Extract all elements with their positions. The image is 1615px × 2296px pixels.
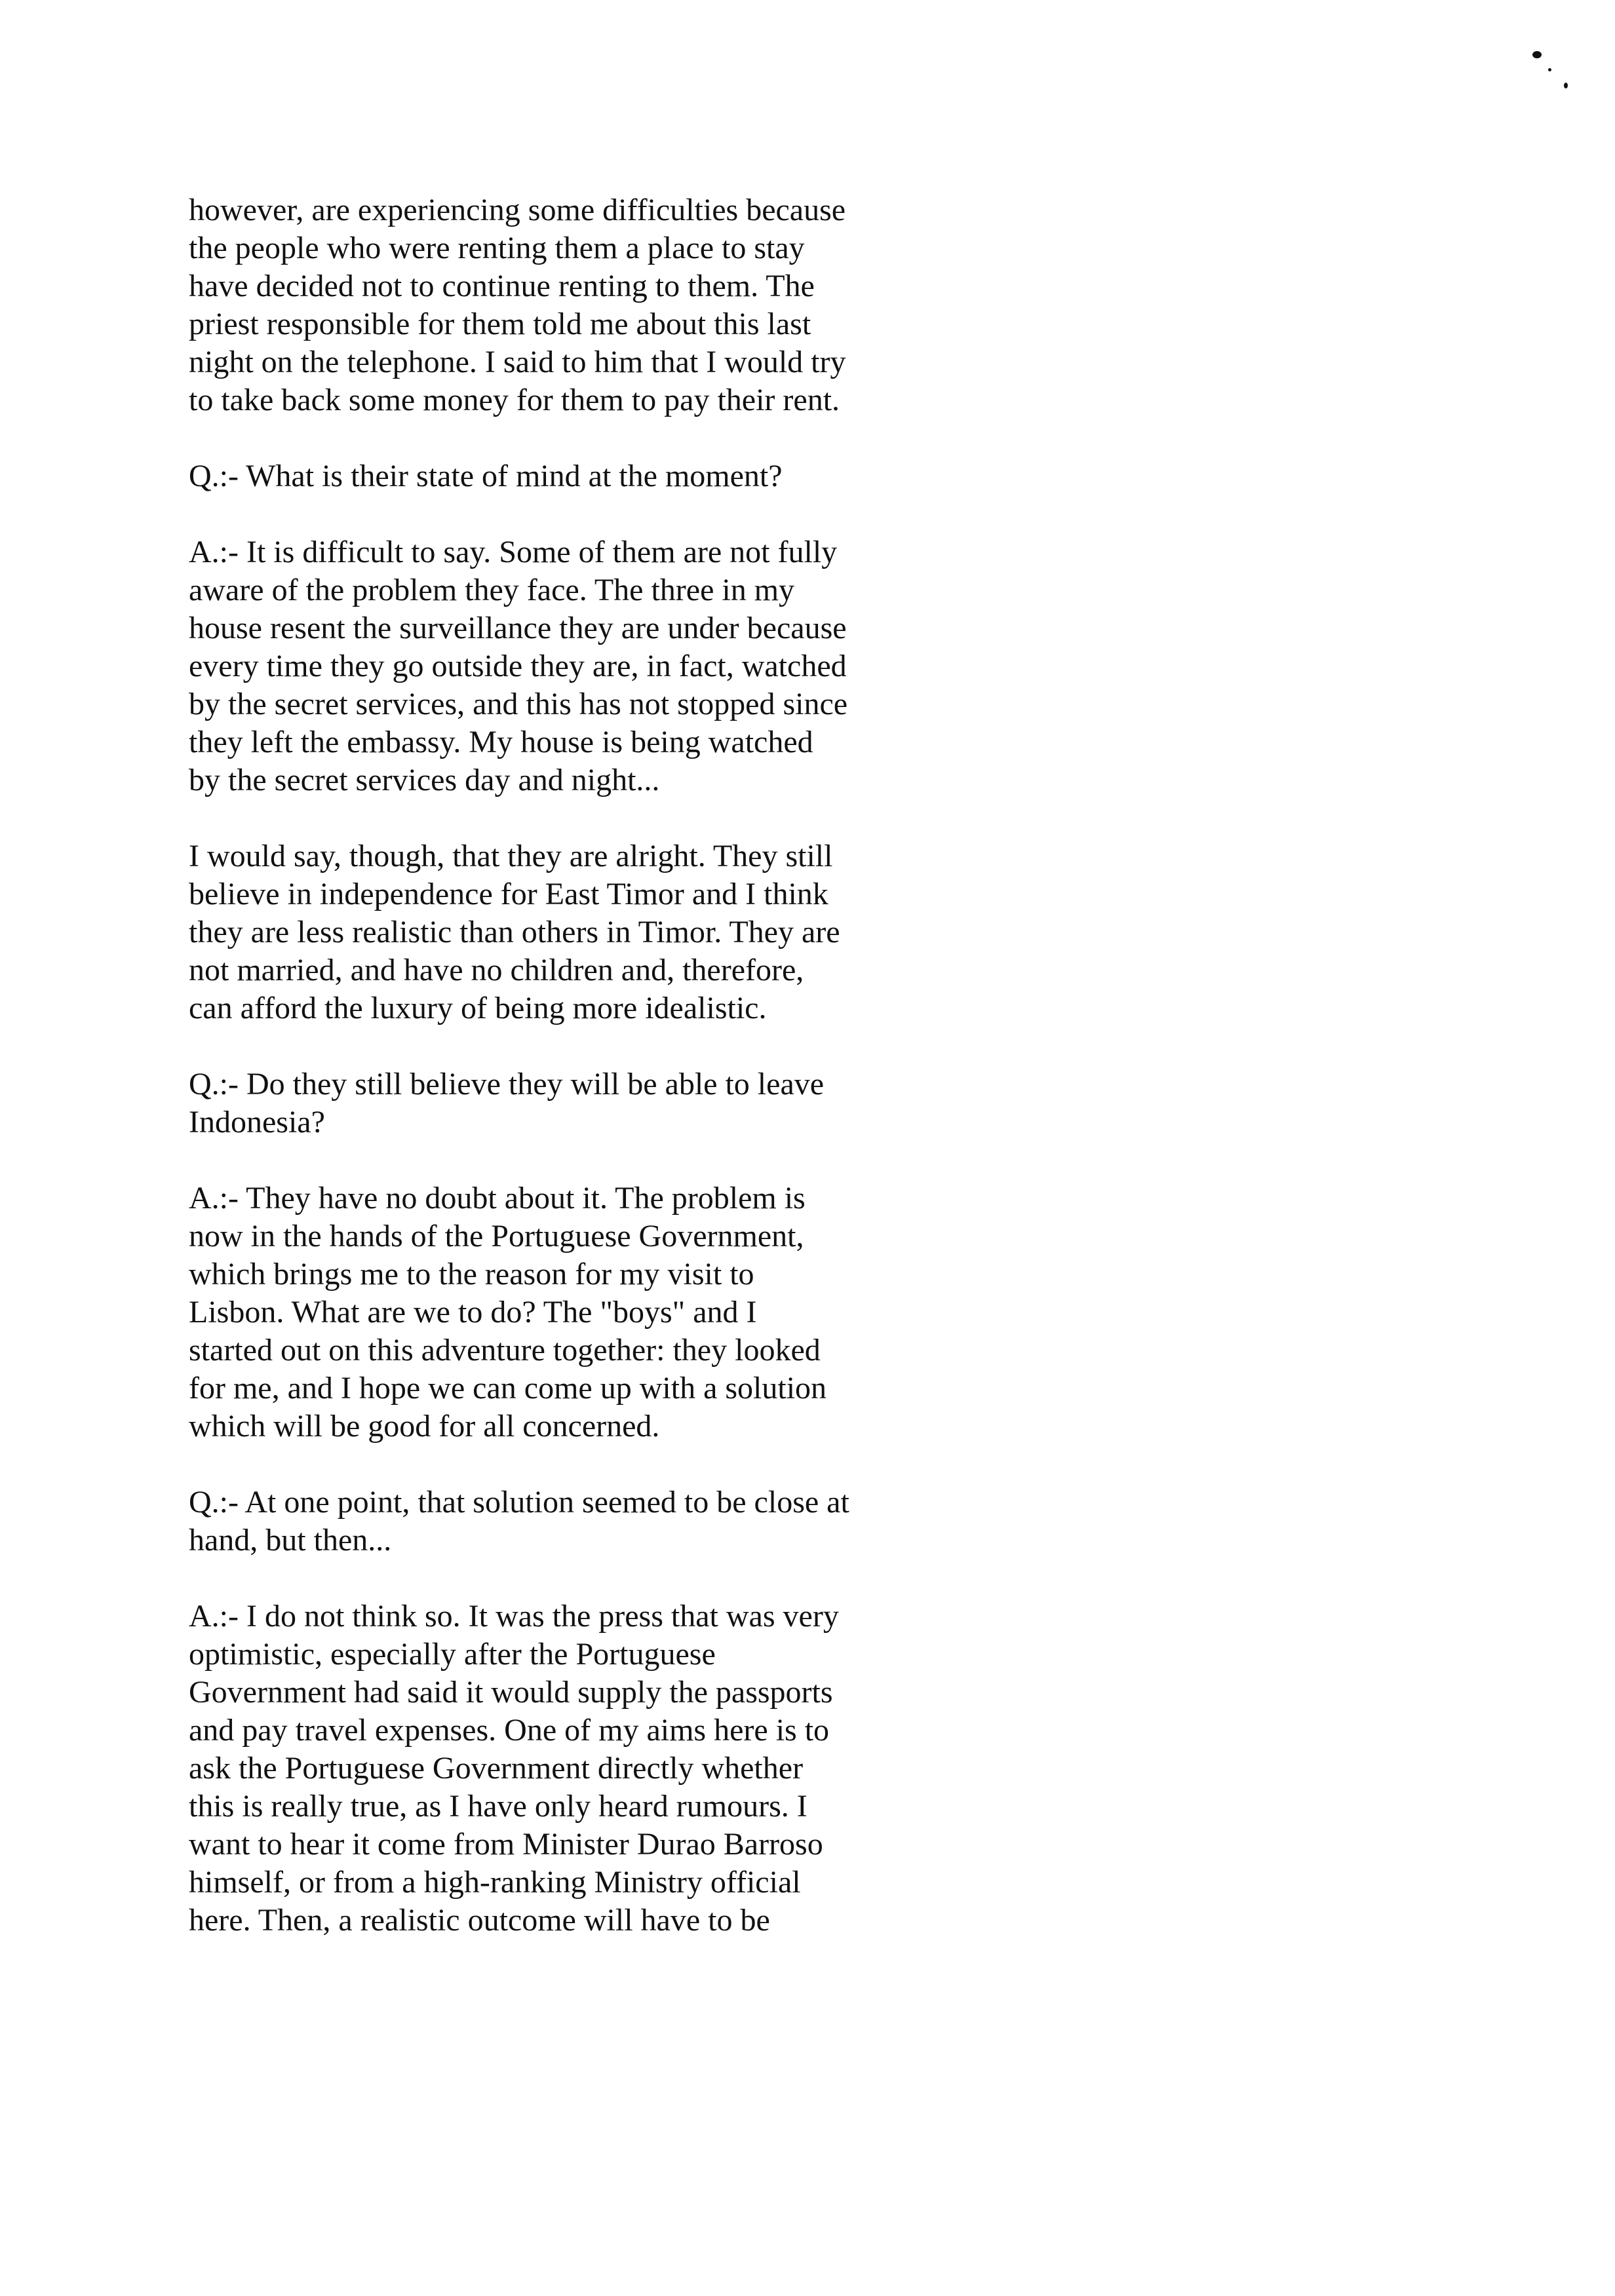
text-line: I would say, though, that they are alright. They still [189, 839, 833, 873]
text-line: house resent the surveillance they are under because [189, 611, 847, 645]
text-line: Q.:- At one point, that solution seemed to be close at [189, 1485, 849, 1520]
text-line: night on the telephone. I said to him that I would try [189, 345, 846, 379]
question-paragraph [189, 1483, 1041, 1559]
text-line: Government had said it would supply the passports [189, 1675, 833, 1710]
text-line: which will be good for all concerned. [189, 1409, 660, 1444]
text-line: started out on this adventure together: they looked [189, 1333, 821, 1368]
document-body [189, 191, 1041, 1978]
answer-paragraph [189, 1598, 1041, 1940]
text-line: hand, but then... [189, 1523, 392, 1558]
text-line: himself, or from a high-ranking Ministry official [189, 1865, 801, 1900]
text-line: A.:- They have no doubt about it. The problem is [189, 1181, 806, 1215]
text-line: want to hear it come from Minister Durao Barroso [189, 1827, 823, 1862]
text-line: which brings me to the reason for my visit to [189, 1257, 754, 1292]
paragraph [189, 837, 1041, 1027]
text-line: however, are experiencing some difficulties because [189, 193, 846, 227]
text-line: by the secret services day and night... [189, 763, 660, 797]
text-line: here. Then, a realistic outcome will have to be [189, 1903, 770, 1938]
text-line: can afford the luxury of being more idealistic. [189, 991, 767, 1025]
text-line: optimistic, especially after the Portuguese [189, 1637, 716, 1672]
text-line: Indonesia? [189, 1105, 325, 1139]
text-line: to take back some money for them to pay their rent. [189, 383, 840, 417]
text-line: by the secret services, and this has not stopped since [189, 687, 848, 721]
question-paragraph [189, 1065, 1041, 1141]
text-line: every time they go outside they are, in fact, watched [189, 649, 847, 683]
text-line: believe in independence for East Timor and I think [189, 877, 828, 911]
text-line: they are less realistic than others in Timor. They are [189, 915, 840, 949]
scan-speck [1532, 51, 1542, 58]
text-line: the people who were renting them a place to stay [189, 231, 805, 265]
text-line: not married, and have no children and, therefore, [189, 953, 804, 987]
text-line: aware of the problem they face. The three in my [189, 573, 795, 607]
text-line: they left the embassy. My house is being watched [189, 725, 813, 759]
text-line: and pay travel expenses. One of my aims here is to [189, 1713, 830, 1748]
text-line: this is really true, as I have only heard rumours. I [189, 1789, 808, 1824]
text-line: have decided not to continue renting to them. The [189, 269, 815, 303]
scan-speck [1548, 68, 1551, 71]
text-line: priest responsible for them told me about this last [189, 307, 811, 341]
text-line: now in the hands of the Portuguese Government, [189, 1219, 804, 1253]
text-line: A.:- It is difficult to say. Some of them are not fully [189, 535, 838, 569]
text-line: Q.:- What is their state of mind at the moment? [189, 459, 783, 493]
answer-paragraph [189, 1179, 1041, 1445]
answer-paragraph [189, 533, 1041, 799]
text-line: ask the Portuguese Government directly whether [189, 1751, 804, 1786]
question-paragraph [189, 457, 1041, 495]
text-line: Lisbon. What are we to do? The "boys" and I [189, 1295, 757, 1330]
paragraph [189, 191, 1041, 419]
text-line: for me, and I hope we can come up with a solution [189, 1371, 827, 1406]
scan-speck [1564, 83, 1568, 88]
text-line: A.:- I do not think so. It was the press that was very [189, 1599, 839, 1634]
text-line: Q.:- Do they still believe they will be able to leave [189, 1067, 825, 1101]
